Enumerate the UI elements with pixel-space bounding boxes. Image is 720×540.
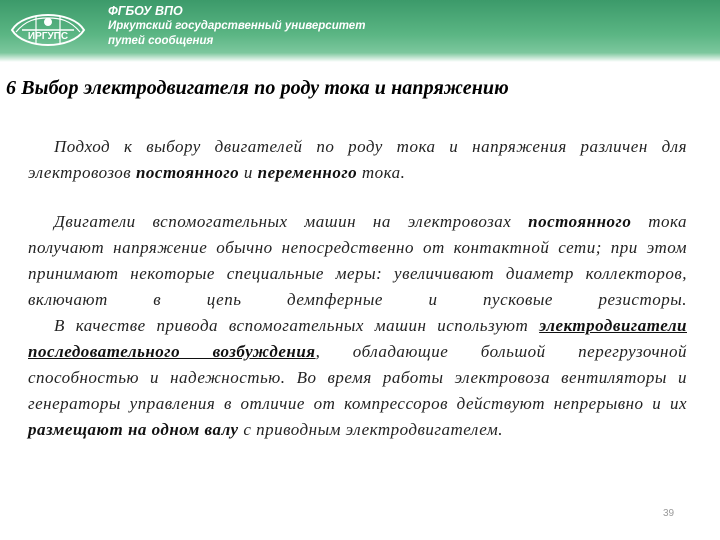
university-logo-icon: [6, 2, 90, 58]
university-name: [108, 4, 438, 49]
paragraph-1: [28, 134, 687, 186]
slide-title: 6 Выбор электродвигателя по роду тока и напряжению: [6, 77, 509, 99]
page-number: 39: [663, 508, 675, 519]
paragraph-3-text-a: В качестве привода вспомогательных машин используют: [54, 316, 540, 335]
paragraph-1-bold-2: переменного: [257, 163, 358, 182]
paragraph-3-text-c: с приводным электродвигателем.: [238, 420, 503, 439]
paragraph-3-bold-2: размещают на одном валу: [28, 420, 239, 439]
university-line-3: путей сообщения: [108, 35, 214, 47]
paragraph-3-bold-1: электродвигатели последовательного возбуждения: [28, 316, 687, 361]
paragraph-1-text-c: и: [239, 163, 258, 182]
paragraph-1-text-b: различен для электровозов: [28, 137, 687, 182]
paragraph-1-bold-1: постоянного: [135, 163, 240, 182]
paragraph-2-bold-1: постоянного: [528, 212, 632, 231]
slide-body: [28, 134, 687, 443]
header-banner: [0, 0, 720, 62]
university-line-1: ФГБОУ ВПО: [108, 4, 183, 18]
paragraph-2-text-b: тока получают напряжение обычно непосредственно от контактной сети; при этом принимают некоторые специальные меры: увеличивают диаметр коллекторов, включают в цепь демпферные и пусковые резисторы.: [28, 212, 687, 309]
paragraph-1-text-a: Подход к выбору двигателей по роду тока и напряжения: [54, 137, 567, 156]
university-line-2: Иркутский государственный университет: [108, 20, 366, 32]
paragraph-1-text-d: тока.: [357, 163, 406, 182]
logo-text: ИРГУПС: [27, 31, 69, 42]
paragraph-3: [28, 313, 687, 443]
paragraph-2: [28, 209, 687, 313]
paragraph-2-text-a: Двигатели вспомогательных машин на электровозах: [54, 212, 529, 231]
paragraph-3-text-b: , обладающие большой перегрузочной способностью и надежностью. Во время работы электровоза вентиляторы и генераторы управления в отличие от компрессоров действуют непрерывно и их: [28, 342, 687, 413]
